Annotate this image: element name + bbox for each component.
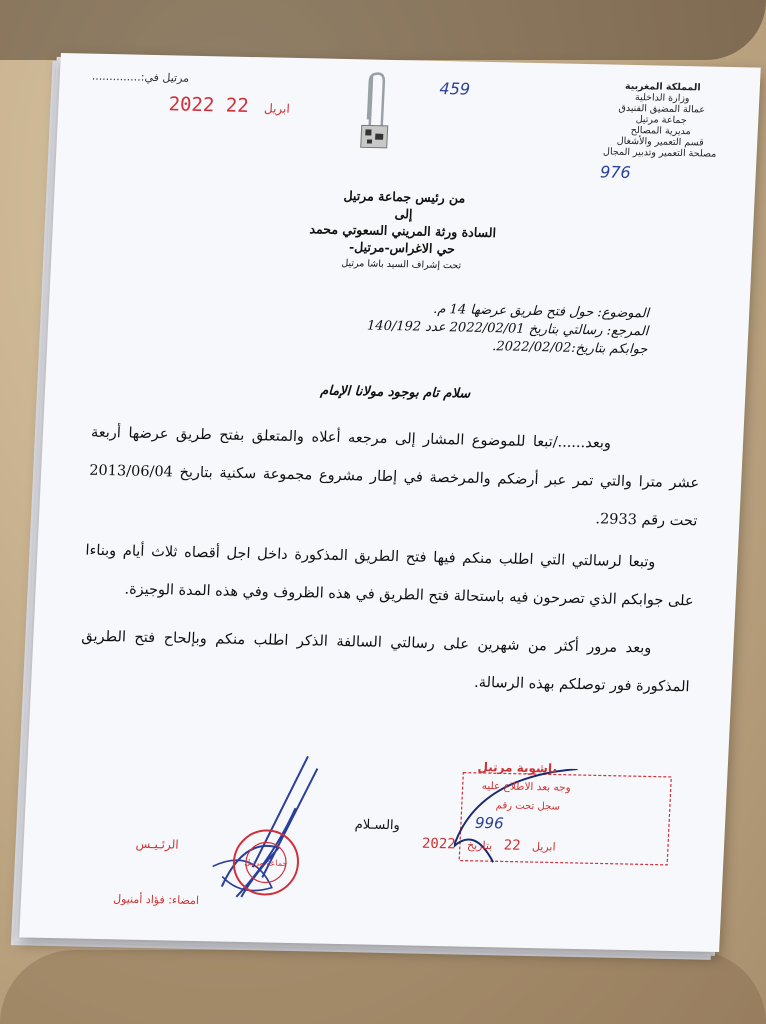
pasha-date-prefix: بتاريخ: [466, 838, 493, 853]
sender-line: من رئيس جماعة مرتيل: [343, 187, 466, 206]
pasha-stamp-date: [422, 836, 559, 855]
reply-line: جوابكم بتاريخ:2022/02/02.: [491, 339, 648, 358]
body-paragraph-1: وبعد....../تبعا للموضوع المشار إلى مرجعه أعلاه والمتعلق بفتح طريق عرضها أربعة عشر مترا والتي تمر عبر أرضكم والمرخصة في إطار مشروع مجموعة سكنية بتاريخ 2013/06/04 تحت رقم 2933.: [88, 424, 700, 530]
closing-salutation: والسـلام: [354, 817, 401, 834]
seat-seam-bottom: [0, 950, 766, 1024]
recipient-district: حي الاغراس-مرتيل-: [348, 239, 456, 257]
paper-clip-icon: [355, 69, 395, 150]
letter-meta: [366, 300, 650, 360]
addressee-block: [51, 181, 755, 281]
institution-header: [584, 80, 738, 160]
handwritten-number: 976: [599, 162, 632, 182]
institution-line: وزارة الداخلية: [634, 92, 690, 105]
stamp-month: ابريل: [263, 101, 291, 116]
stamp-day: 22: [225, 94, 250, 117]
pasha-stamp-number: 996: [474, 813, 505, 833]
letter-page: [19, 53, 761, 952]
body-paragraph-2: وتبعا لرسالتي التي اطلب منكم فيها فتح الطريق المذكورة داخل اجل أقصاه ثلاث أيام وبناءا على جوابكم الذي تصرحون فيه باستحالة فتح الطريق في هذه الظروف وفي هذه المدة الوجيزة.: [85, 542, 694, 610]
president-title: الرئـيـس: [135, 836, 179, 852]
received-date-stamp: [168, 93, 294, 118]
pasha-date-day: 22: [503, 837, 521, 854]
supervision-line: تحت إشراف السيد باشا مرتيل: [341, 257, 462, 272]
municipality-seal-icon: [229, 827, 302, 898]
institution-line: عمالة المضيق الفنيدق: [618, 102, 706, 116]
institution-line: مصلحة التعمير وتدبير المجال: [602, 146, 717, 160]
greeting: سلام تام بوجود مولانا الإمام: [319, 383, 471, 402]
letter-body: [79, 414, 702, 707]
institution-line: جماعة مرتيل: [635, 114, 688, 127]
president-name: امضاء: فؤاد أمنيول: [112, 892, 200, 908]
seat-seam-top: [0, 0, 766, 60]
reference-line: المرجع: رسالتي بتاريخ 2022/02/01 عدد 140/192: [366, 318, 649, 340]
pasha-date-month: ابريل: [531, 840, 556, 854]
recipient-name: السادة ورثة المريني السعوتي محمد: [309, 221, 497, 241]
received-date-label: مرتيل في:..............: [91, 69, 190, 85]
seal-text: جماعة مرتيل: [244, 858, 288, 868]
pasha-date-year: 2022: [421, 835, 457, 853]
pasha-stamp-title: باشوية مرتيل: [477, 759, 558, 776]
subject-line: الموضوع: حول فتح طريق عرضها 14 م.: [432, 301, 650, 322]
to-word: إلى: [394, 206, 413, 222]
institution-line: المملكة المغربية: [624, 80, 701, 94]
institution-line: قسم التعمير والأشغال: [616, 135, 704, 149]
reference-number: 459: [439, 78, 471, 99]
pasha-stamp-register: سجل تحت رقم: [495, 800, 561, 813]
institution-line: مديرية المصالح: [630, 124, 691, 138]
stamp-year: 2022: [168, 93, 215, 117]
pasha-stamp-note: وجه بعد الاطلاع عليه: [481, 779, 572, 794]
body-paragraph-3: وبعد مرور أكثر من شهرين على رسالتي السالفة الذكر اطلب منكم وبإلحاح فتح الطريق المذكورة فور توصلكم بهذه الرسالة.: [81, 628, 690, 696]
